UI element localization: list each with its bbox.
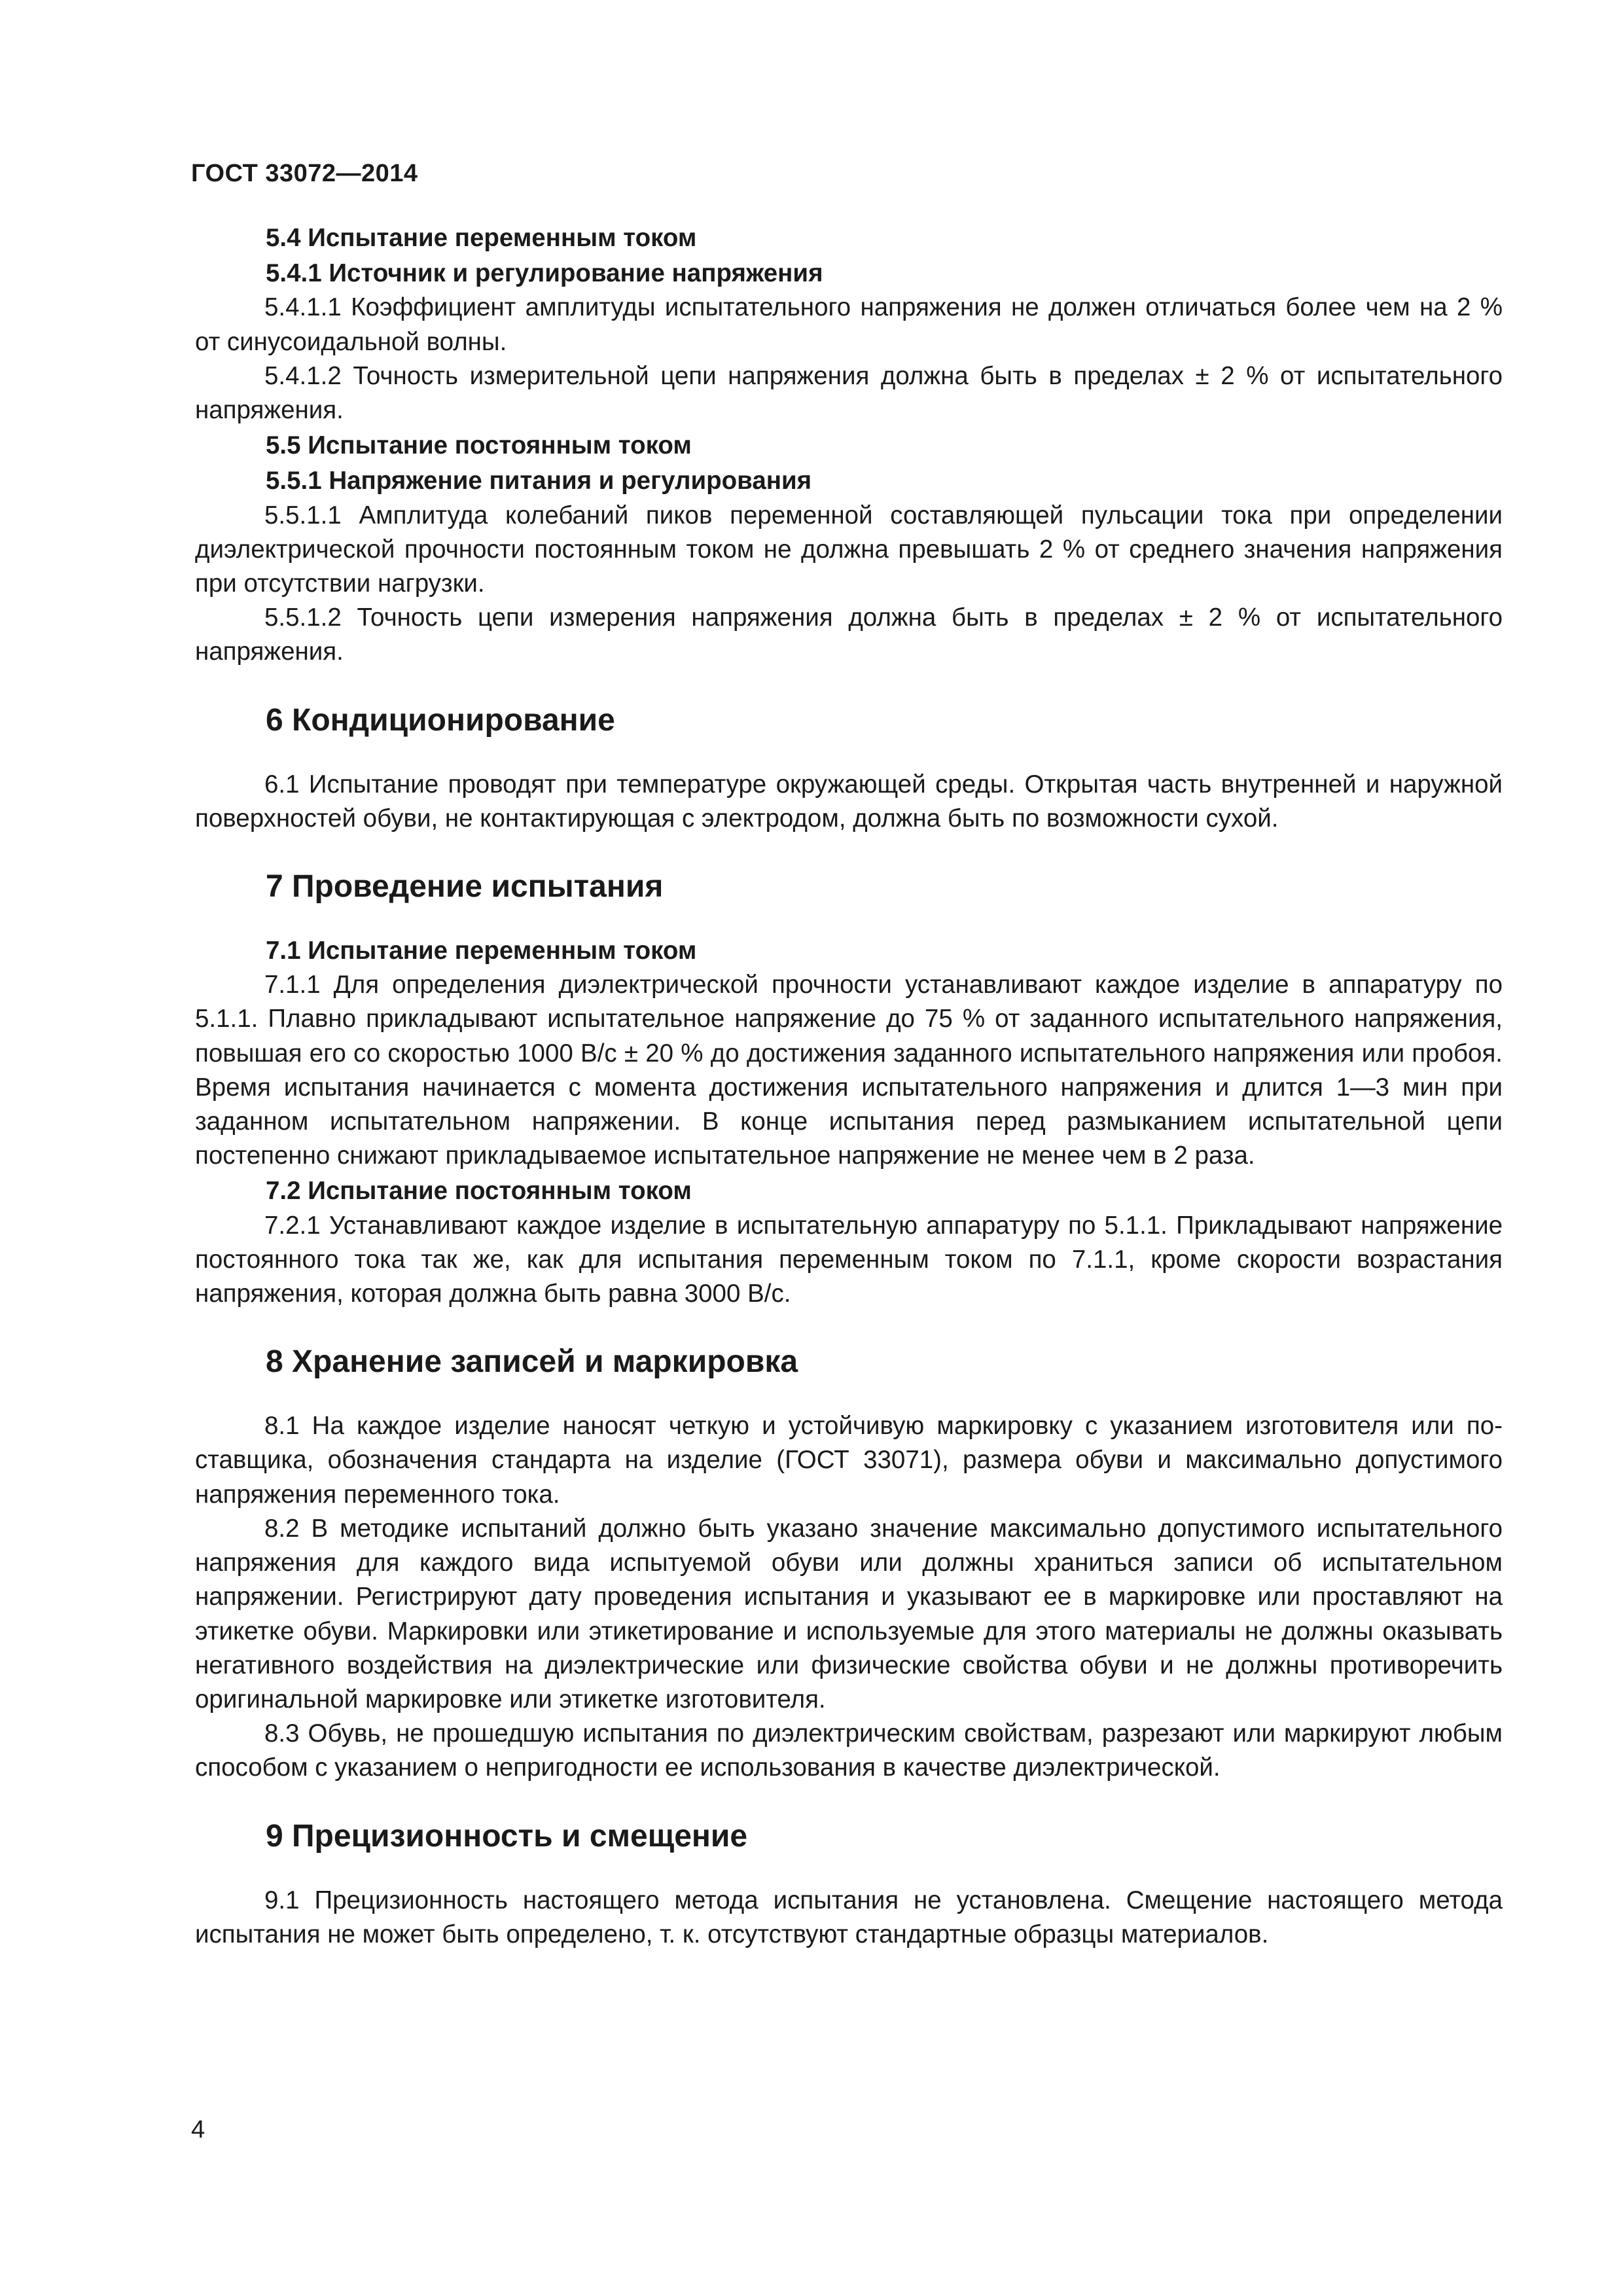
heading-section-8: 8 Хранение записей и маркировка <box>266 1344 798 1380</box>
document-header: ГОСТ 33072—2014 <box>191 160 418 187</box>
heading-5-4: 5.4 Испытание переменным током <box>266 224 697 252</box>
paragraph-8-2: 8.2 В методике испытаний должно быть указано значение максимально допустимого испытательного напряжения для каждого вида испытуемой обуви или должны храниться записи об испытательном напряжении. Регистрируют дату проведения испытания и указывают ее в маркировке или проставляют на этикетке обуви. Маркировки или этикетирование и используемые для этого материалы не должны оказывать негативного воздействия на диэлектрические или физические свойства обуви и не должны противоречить оригинальной маркировке или этикетке изготовителя. <box>195 1514 1503 1713</box>
paragraph-7-2-1: 7.2.1 Устанавливают каждое изделие в испытательную аппаратуру по 5.1.1. Прикладывают напряжение постоянного тока так же, как для испытания переменным током по 7.1.1, кроме скорости возрастания напряжения, которая должна быть равна 3000 В/с. <box>195 1211 1503 1308</box>
heading-7-2: 7.2 Испытание постоянным током <box>266 1177 692 1206</box>
heading-5-4-1: 5.4.1 Источник и регулирование напряжения <box>266 259 823 288</box>
paragraph-7-1-1: 7.1.1 Для определения диэлектрической прочности устанавливают каждое изделие в аппаратуру по 5.1.1. Плавно прикладывают испытательное напряжение до 75 % от заданного испытательного напряжения, повышая его со скоростью 1000 В/с ± 20 % до достижения заданного испытательного напряжения или пробоя. Время испытания начинается с момента достижения испытательного напряжения и длится 1—3 мин при заданном испытательном напряжении. В конце испытания перед размыканием испытательной цепи постепенно снижают прикладываемое испытательное напряжение не менее чем в 2 раза. <box>195 971 1503 1170</box>
heading-5-5: 5.5 Испытание постоянным током <box>266 431 692 460</box>
paragraph-5-5-1-2: 5.5.1.2 Точность цепи измерения напряжения должна быть в пределах ± 2 % от испытательного напряжения. <box>195 603 1503 666</box>
page-number: 4 <box>191 2116 205 2144</box>
heading-7-1: 7.1 Испытание переменным током <box>266 937 697 965</box>
heading-section-6: 6 Кондиционирование <box>266 702 615 738</box>
heading-5-5-1: 5.5.1 Напряжение питания и регулирования <box>266 467 812 495</box>
document-body <box>195 221 1503 1952</box>
paragraph-8-1: 8.1 На каждое изделие наносят четкую и устойчивую маркировку с указанием изготовителя или поставщика, обозначения стандарта на изделие (ГОСТ 33071), размера обуви и максимально допустимого напряжения переменного тока. <box>195 1412 1503 1509</box>
paragraph-5-4-1-2: 5.4.1.2 Точность измерительной цепи напряжения должна быть в пределах ± 2 % от испытательного напряжения. <box>195 361 1503 425</box>
heading-section-7: 7 Проведение испытания <box>266 869 664 905</box>
paragraph-6-1: 6.1 Испытание проводят при температуре окружающей среды. Открытая часть внутренней и наружной поверхностей обуви, не контактирующая с электродом, должна быть по возможности сухой. <box>195 770 1503 833</box>
paragraph-8-3: 8.3 Обувь, не прошедшую испытания по диэлектрическим свойствам, разрезают или маркируют любым способом с указанием о непригодности ее использования в качестве диэлектрической. <box>195 1719 1503 1782</box>
paragraph-5-5-1-1: 5.5.1.1 Амплитуда колебаний пиков переменной составляющей пульсации тока при определении диэлектрической прочности постоянным током не должна превышать 2 % от среднего значения напряжения при отсутствии нагрузки. <box>195 501 1503 598</box>
paragraph-9-1: 9.1 Прецизионность настоящего метода испытания не установлена. Смещение настоящего метода испытания не может быть определено, т. к. отсутствуют стандартные образцы материалов. <box>195 1886 1503 1948</box>
paragraph-5-4-1-1: 5.4.1.1 Коэффициент амплитуды испытательного напряжения не должен отличаться более чем на 2 % от синусоидальной волны. <box>195 293 1503 356</box>
heading-section-9: 9 Прецизионность и смещение <box>266 1818 748 1854</box>
